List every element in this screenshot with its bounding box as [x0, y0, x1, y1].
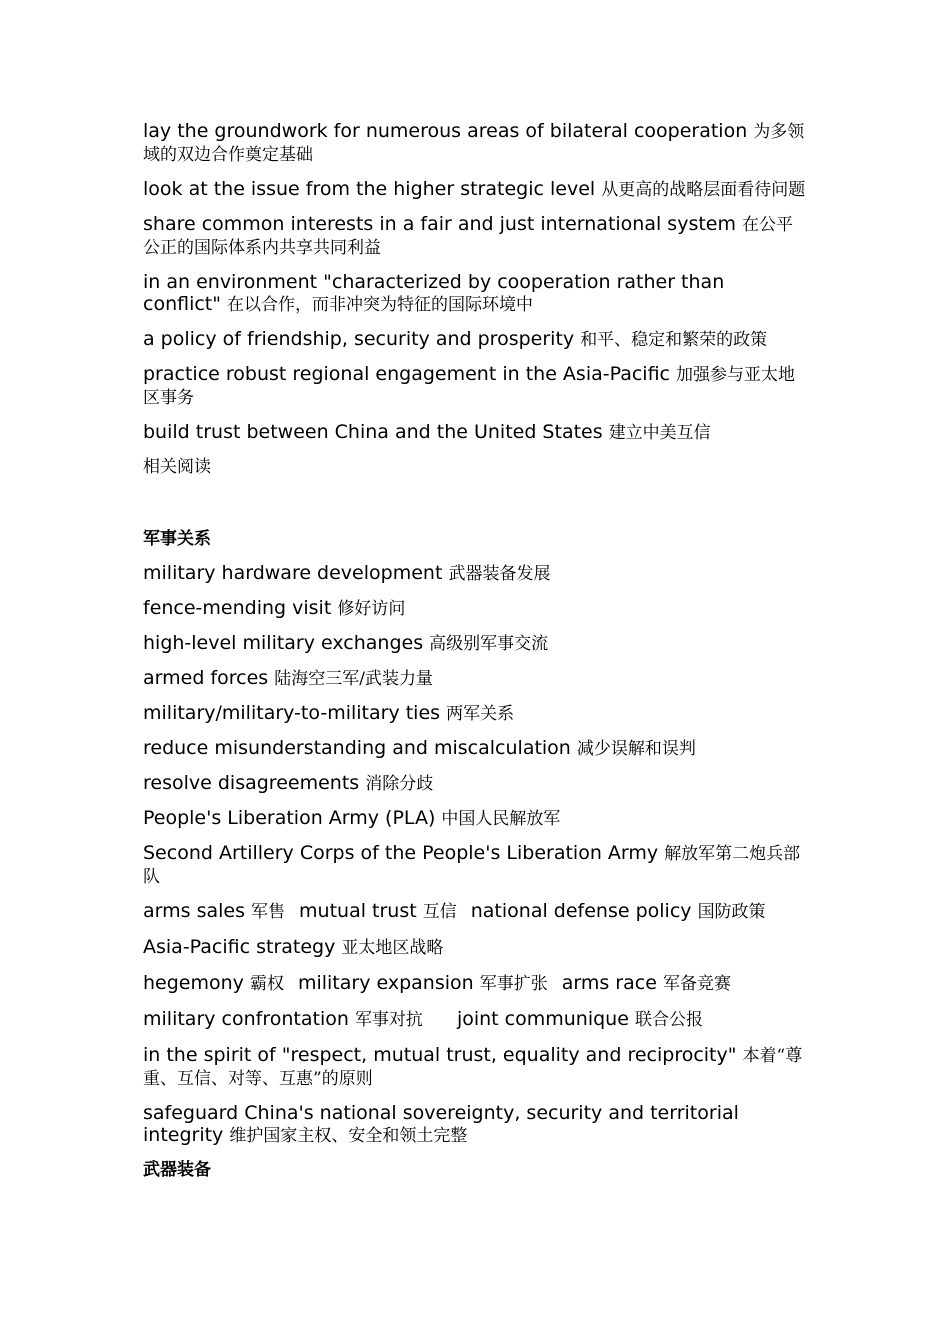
term-chinese: 互信: [422, 902, 457, 922]
term-english: arms race: [561, 972, 657, 994]
term-chinese: 高级别军事交流: [429, 634, 549, 654]
glossary-entry: [143, 120, 808, 166]
term-english: reduce misunderstanding and miscalculation: [143, 737, 571, 759]
term-english: resolve disagreements: [143, 772, 360, 794]
term-chinese: 武器装备发展: [448, 564, 551, 584]
military-relations-phrases: [143, 1044, 808, 1147]
term-english: national defense policy: [470, 900, 692, 922]
glossary-entry: [143, 842, 808, 888]
military-relations-glossary: [143, 562, 808, 888]
term-chinese: 国防政策: [697, 902, 766, 922]
term-english: military hardware development: [143, 562, 443, 584]
glossary-entry: [143, 421, 808, 444]
glossary-entry-row: [143, 1008, 808, 1031]
term-english: build trust between China and the United States: [143, 421, 603, 443]
term-english: military expansion: [297, 972, 474, 994]
term-chinese: 两军关系: [446, 704, 515, 724]
glossary-entry-row: [143, 972, 808, 995]
term-chinese: 从更高的战略层面看待问题: [601, 180, 806, 200]
term-chinese: 在公平公正的国际体系内共享共同利益: [143, 215, 794, 258]
glossary-entry: [143, 737, 808, 760]
term-chinese: 陆海空三军/武装力量: [274, 669, 433, 689]
glossary-entry-row: [143, 900, 808, 923]
glossary-entry: [143, 702, 808, 725]
term-english: military confrontation: [143, 1008, 349, 1030]
term-english: share common interests in a fair and just international system: [143, 213, 736, 235]
term-chinese: 军备竞赛: [662, 974, 731, 994]
term-chinese: 减少误解和误判: [576, 739, 696, 759]
term-english: in the spirit of "respect, mutual trust, equality and reciprocity": [143, 1044, 737, 1066]
term-english: high-level military exchanges: [143, 632, 424, 654]
glossary-entry: [143, 213, 808, 259]
term-chinese: 军事对抗: [354, 1010, 423, 1030]
term-english: in an environment "characterized by cooperation rather than conflict": [143, 271, 725, 315]
term-chinese: 建立中美互信: [608, 423, 711, 443]
glossary-entry: [143, 597, 808, 620]
term-english: arms sales: [143, 900, 245, 922]
glossary-entry: [143, 363, 808, 409]
term-english: armed forces: [143, 667, 269, 689]
glossary-entry: [143, 667, 808, 690]
term-english: Second Artillery Corps of the People's Liberation Army: [143, 842, 659, 864]
term-chinese: 修好访问: [337, 599, 406, 619]
glossary-entry: [143, 632, 808, 655]
term-chinese: 亚太地区战略: [341, 938, 444, 958]
military-relations-compact-terms: [143, 900, 808, 1031]
glossary-entry: [143, 271, 808, 316]
term-chinese: 为多领域的双边合作奠定基础: [143, 122, 805, 165]
term-english: military/military-to-military ties: [143, 702, 441, 724]
term-english: look at the issue from the higher strategic level: [143, 178, 596, 200]
term-chinese: 和平、稳定和繁荣的政策: [580, 330, 768, 350]
term-chinese: 维护国家主权、安全和领土完整: [229, 1126, 468, 1146]
term-chinese: 联合公报: [634, 1010, 703, 1030]
term-chinese: 加强参与亚太地区事务: [143, 365, 796, 408]
glossary-entry: [143, 178, 808, 201]
term-chinese: 军事扩张: [479, 974, 548, 994]
related-reading-link[interactable]: 相关阅读: [143, 457, 211, 477]
term-english: joint communique: [456, 1008, 629, 1030]
term-chinese: 霸权: [249, 974, 284, 994]
term-chinese: 解放军第二炮兵部队: [143, 844, 801, 887]
term-chinese: 中国人民解放军: [441, 809, 561, 829]
section-heading-weapons-equipment: 武器装备: [143, 1160, 211, 1180]
term-chinese: 在以合作，而非冲突为特征的国际环境中: [227, 295, 534, 315]
term-english: practice robust regional engagement in the Asia-Pacific: [143, 363, 670, 385]
term-chinese: 本着“尊重、互信、对等、互惠”的原则: [143, 1046, 803, 1089]
glossary-entry: [143, 1044, 808, 1090]
term-english: mutual trust: [299, 900, 417, 922]
glossary-entry: [143, 772, 808, 795]
term-english: People's Liberation Army (PLA): [143, 807, 436, 829]
term-chinese: 军售: [251, 902, 286, 922]
glossary-entry: [143, 328, 808, 351]
term-english: a policy of friendship, security and prosperity: [143, 328, 575, 350]
term-chinese: 消除分歧: [365, 774, 434, 794]
section-heading-military-relations: 军事关系: [143, 529, 211, 549]
term-english: safeguard China's national sovereignty, security and territorial integrity: [143, 1102, 739, 1146]
term-english: lay the groundwork for numerous areas of bilateral cooperation: [143, 120, 748, 142]
diplomacy-glossary: [143, 120, 808, 444]
glossary-entry: [143, 562, 808, 585]
term-english: hegemony: [143, 972, 244, 994]
glossary-entry: [143, 1102, 808, 1147]
term-english: fence-mending visit: [143, 597, 332, 619]
document-body: [143, 120, 808, 1193]
term-english: Asia-Pacific strategy: [143, 936, 336, 958]
glossary-entry-row: [143, 936, 808, 959]
glossary-entry: [143, 807, 808, 830]
